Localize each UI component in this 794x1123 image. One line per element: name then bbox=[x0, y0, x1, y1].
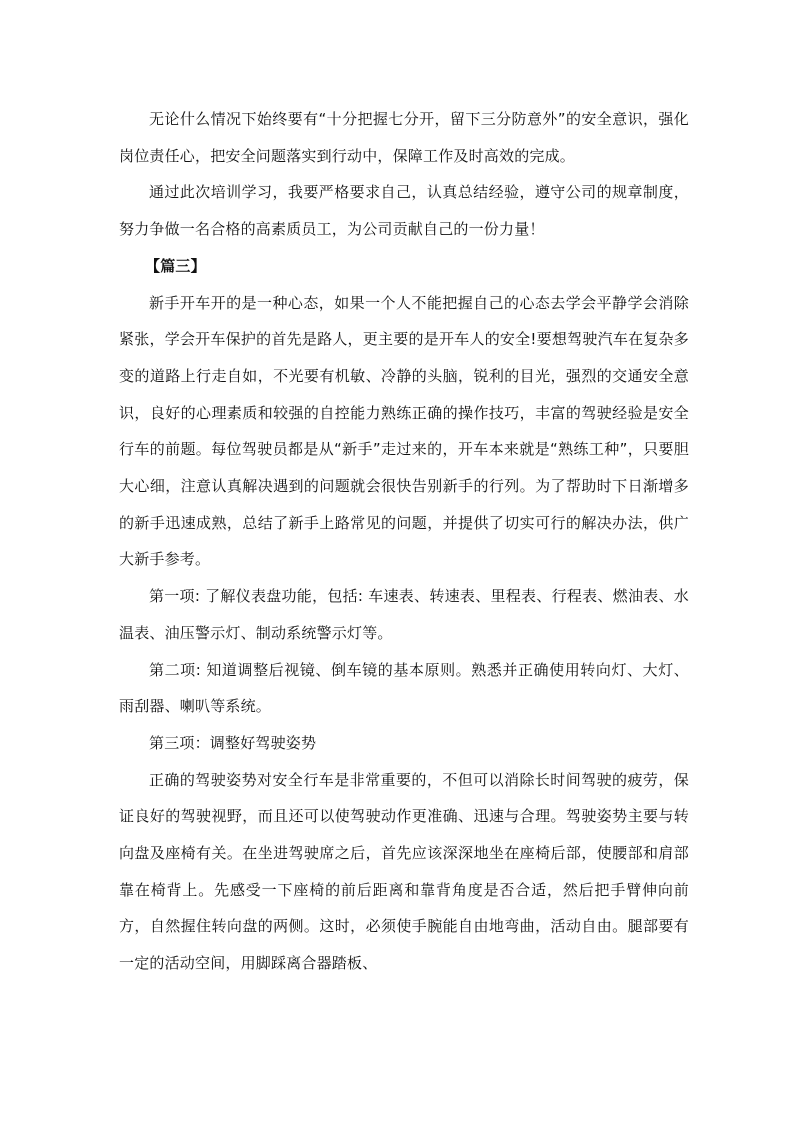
document-body bbox=[119, 101, 689, 982]
paragraph-driving-posture: 正确的驾驶姿势对安全行车是非常重要的，不但可以消除长时间驾驶的疲劳，保证良好的驾驶视野，而且还可以使驾驶动作更准确、迅速与合理。驾驶姿势主要与转向盘及座椅有关。在坐进驾驶席之后，首先应该深深地坐在座椅后部，使腰部和肩部靠在椅背上。先感受一下座椅的前后距离和靠背角度是否合适，然后把手臂伸向前方，自然握住转向盘的两侧。这时，必须使手腕能自由地弯曲，活动自由。腿部要有一定的活动空间，用脚踩离合器踏板、 bbox=[119, 770, 689, 973]
paragraph-novice-driver-mindset: 新手开车开的是一种心态，如果一个人不能把握自己的心态去学会平静学会消除紧张，学会开车保护的首先是路人，更主要的是开车人的安全!要想驾驶汽车在复杂多变的道路上行走自如，不光要有机敏、冷静的头脑，锐利的目光，强烈的交通安全意识，良好的心理素质和较强的自控能力熟练正确的操作技巧，丰富的驾驶经验是安全行车的前题。每位驾驶员都是从“新手”走过来的，开车本来就是“熟练工种”，只要胆大心细，注意认真解决遇到的问题就会很快告别新手的行列。为了帮助时下日渐增多的新手迅速成熟，总结了新手上路常见的问题，并提供了切实可行的解决办法，供广大新手参考。 bbox=[119, 293, 689, 569]
paragraph-item-three: 第三项：调整好驾驶姿势 bbox=[149, 733, 317, 752]
paragraph-item-one: 第一项: 了解仪表盘功能，包括: 车速表、转速表、里程表、行程表、燃油表、水温表、油压警示灯、制动系统警示灯等。 bbox=[119, 587, 689, 642]
paragraph-training-summary: 通过此次培训学习，我要严格要求自己，认真总结经验，遵守公司的规章制度，努力争做一名合格的高素质员工，为公司贡献自己的一份力量！ bbox=[119, 183, 689, 239]
section-heading: 【篇三】 bbox=[145, 256, 206, 275]
paragraph-item-two: 第二项: 知道调整后视镜、倒车镜的基本原则。熟悉并正确使用转向灯、大灯、雨刮器、喇叭等系统。 bbox=[119, 660, 689, 716]
paragraph-safety-awareness: 无论什么情况下始终要有“十分把握七分开，留下三分防意外”的安全意识，强化岗位责任心，把安全问题落实到行动中，保障工作及时高效的完成。 bbox=[119, 110, 689, 165]
